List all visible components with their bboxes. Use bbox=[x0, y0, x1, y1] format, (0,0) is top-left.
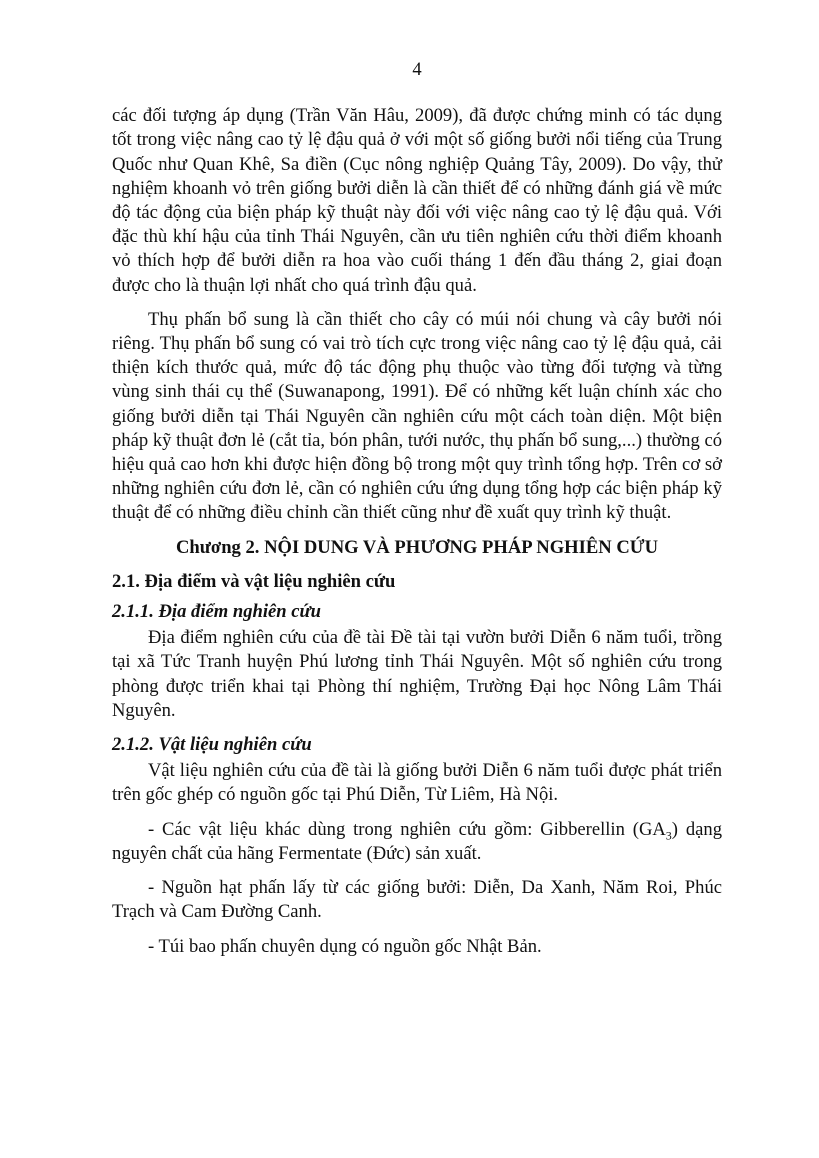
list-item-text: - Các vật liệu khác dùng trong nghiên cứu gồm: Gibberellin (GA bbox=[148, 818, 666, 840]
paragraph-supplementary-pollination: Thụ phấn bổ sung là cần thiết cho cây có múi nói chung và cây bưởi nói riêng. Thụ phấn bổ sung có vai trò tích cực trong việc nâng cao tỷ lệ đậu quả, cải thiện kích thước quả, mức độ tác động phụ thuộc vào từng đối tượng và từng vùng sinh thái cụ thể (Suwanapong, 1991). Để có những kết luận chính xác cho giống bưởi diễn tại Thái Nguyên cần nghiên cứu một cách toàn diện. Một biện pháp kỹ thuật đơn lẻ (cắt tỉa, bón phân, tưới nước, thụ phấn bổ sung,...) thường có hiệu quả cao hơn khi được hiện đồng bộ trong một quy trình tổng hợp. Trên cơ sở những nghiên cứu đơn lẻ, cần có nghiên cứu ứng dụng tổng hợp các biện pháp kỹ thuật để có những điều chỉnh cần thiết cũng như đề xuất quy trình kỹ thuật. bbox=[112, 308, 722, 524]
list-item-pollen-source: - Nguồn hạt phấn lấy từ các giống bưởi: Diễn, Da Xanh, Năm Roi, Phúc Trạch và Cam Đường Canh. bbox=[112, 877, 722, 923]
subsection-heading-2-1-1: 2.1.1. Địa điểm nghiên cứu bbox=[112, 601, 321, 623]
list-item-pollination-bags: - Túi bao phấn chuyên dụng có nguồn gốc Nhật Bản. bbox=[148, 935, 542, 957]
subscript-number: 3 bbox=[665, 828, 672, 843]
subsection-heading-2-1-2: 2.1.2. Vật liệu nghiên cứu bbox=[112, 734, 312, 756]
section-heading-2-1: 2.1. Địa điểm và vật liệu nghiên cứu bbox=[112, 570, 396, 592]
document-page bbox=[112, 58, 722, 969]
page-number: 4 bbox=[412, 59, 422, 80]
chapter-heading: Chương 2. NỘI DUNG VÀ PHƯƠNG PHÁP NGHIÊN CỨU bbox=[175, 536, 658, 558]
list-item-text: ) dạng nguyên chất của hãng Fermentate (Đức) sản xuất. bbox=[112, 818, 722, 864]
paragraph-study-location: Địa điểm nghiên cứu của đề tài Đề tài tại vườn bưởi Diễn 6 năm tuổi, trồng tại xã Tức Tranh huyện Phú lương tỉnh Thái Nguyên. Một số nghiên cứu trong phòng được triển khai tại Phòng thí nghiệm, Trường Đại học Nông Lâm Thái Nguyên. bbox=[112, 627, 722, 721]
paragraph-continuation: các đối tượng áp dụng (Trần Văn Hâu, 2009), đã được chứng minh có tác dụng tốt trong việc nâng cao tỷ lệ đậu quả ở với một số giống bưởi nổi tiếng của Trung Quốc như Quan Khê, Sa điền (Cục nông nghiệp Quảng Tây, 2009). Do vậy, thử nghiệm khoanh vỏ trên giống bưởi diễn là cần thiết để có những đánh giá về mức độ tác động của biện pháp kỹ thuật này đối với việc nâng cao tỷ lệ đậu quả. Với đặc thù khí hậu của tỉnh Thái Nguyên, cần ưu tiên nghiên cứu thời điểm khoanh vỏ thích hợp để bưởi diễn ra hoa vào cuối tháng 1 đến đầu tháng 2, giai đoạn được cho là thuận lợi nhất cho quá trình đậu quả. bbox=[112, 105, 722, 296]
list-item-other-materials bbox=[112, 818, 722, 866]
paragraph-study-material: Vật liệu nghiên cứu của đề tài là giống bưởi Diễn 6 năm tuổi được phát triển trên gốc ghép có nguồn gốc tại Phú Diễn, Từ Liêm, Hà Nội. bbox=[112, 760, 722, 806]
